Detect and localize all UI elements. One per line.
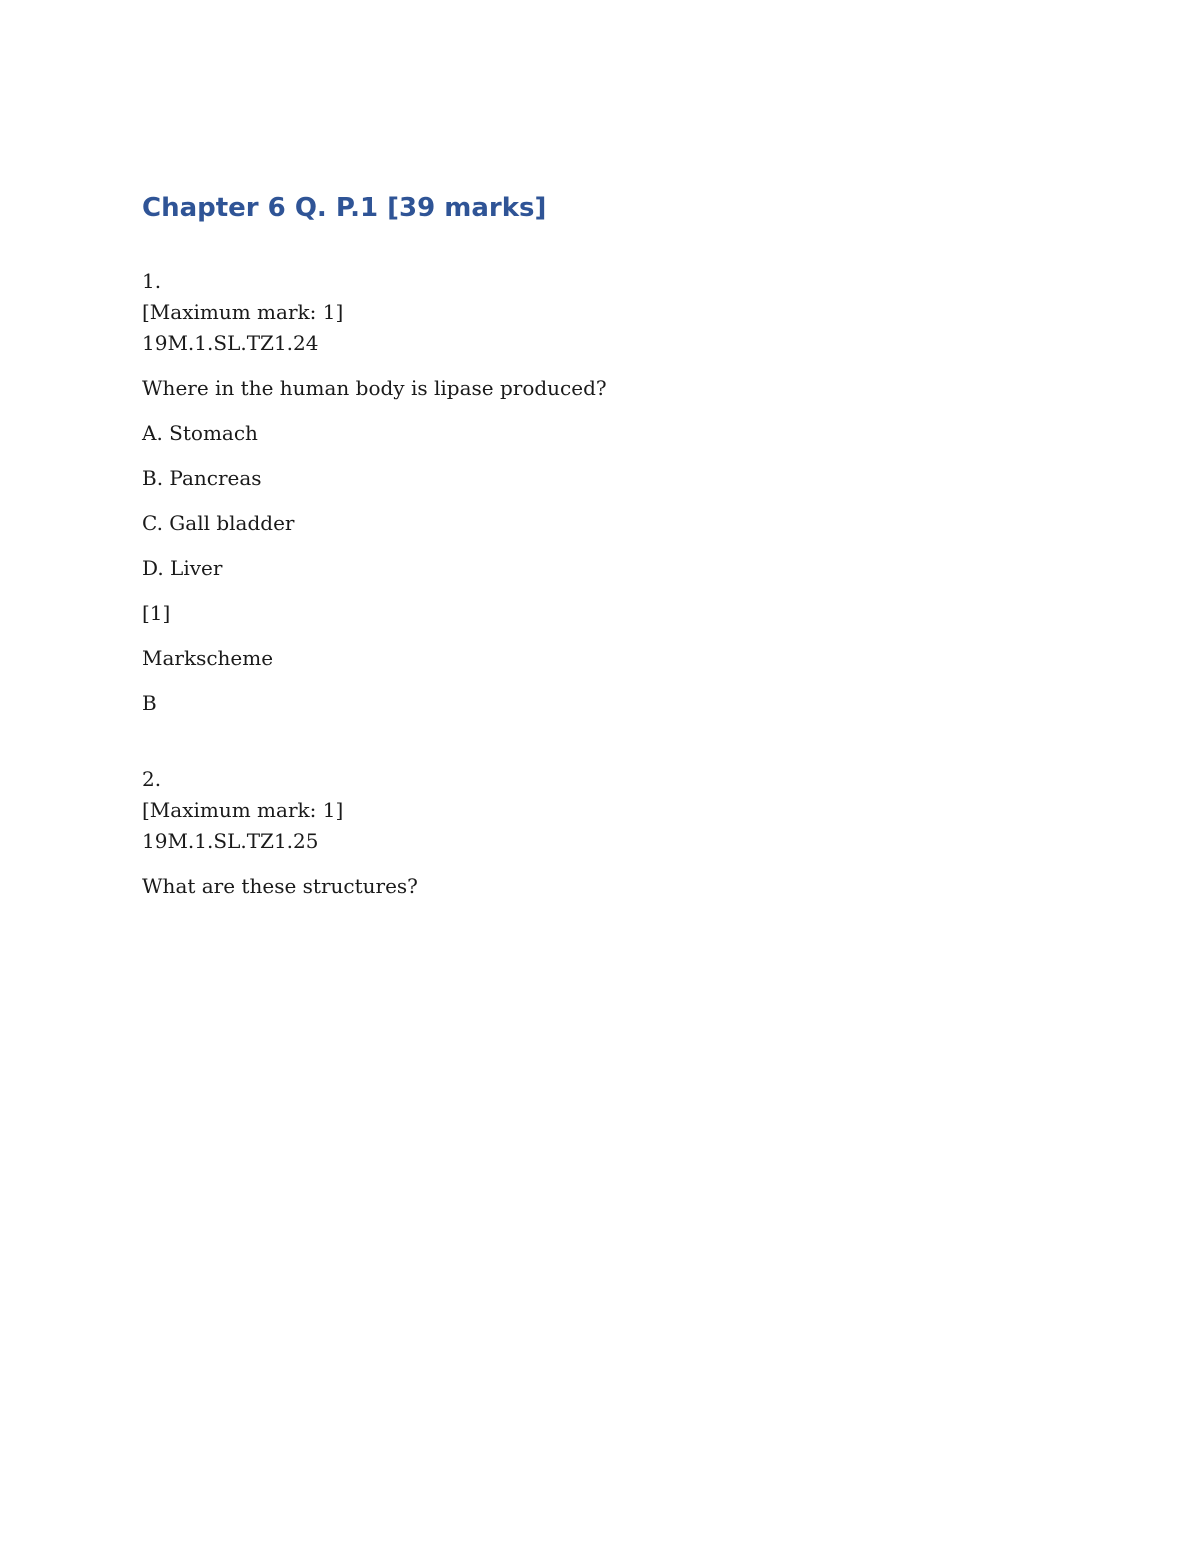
question-marks: [1] <box>142 601 171 625</box>
question-header <box>142 266 1042 359</box>
markscheme-answer: B <box>142 691 157 715</box>
question-number: 2. <box>142 767 162 791</box>
document-content <box>142 188 1042 902</box>
question-reference: 19M.1.SL.TZ1.25 <box>142 829 319 853</box>
option-c: C. Gall bladder <box>142 511 295 535</box>
question-1 <box>142 266 1042 719</box>
option-d: D. Liver <box>142 556 223 580</box>
question-prompt: What are these structures? <box>142 874 418 898</box>
maximum-mark: [Maximum mark: 1] <box>142 798 344 822</box>
option-a: A. Stomach <box>142 421 258 445</box>
question-reference: 19M.1.SL.TZ1.24 <box>142 331 319 355</box>
question-number: 1. <box>142 269 162 293</box>
option-b: B. Pancreas <box>142 466 262 490</box>
question-2 <box>142 764 1042 902</box>
maximum-mark: [Maximum mark: 1] <box>142 300 344 324</box>
page-title: Chapter 6 Q. P.1 [39 marks] <box>142 193 547 223</box>
question-header <box>142 764 1042 857</box>
question-prompt: Where in the human body is lipase produced? <box>142 376 607 400</box>
markscheme-label: Markscheme <box>142 646 274 670</box>
